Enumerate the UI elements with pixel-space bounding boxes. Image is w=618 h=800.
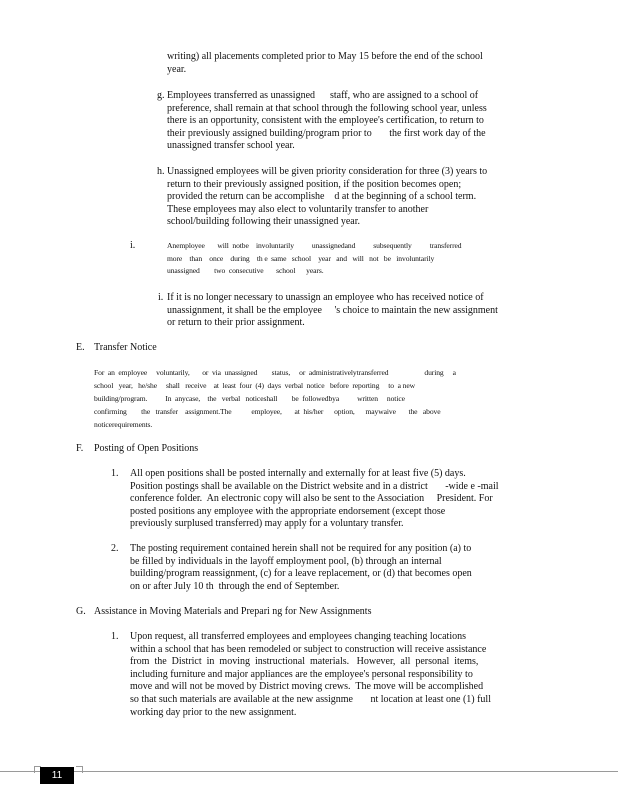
item-g-label: g. bbox=[157, 90, 165, 101]
text-line: school year, he/she shall receive at least four (4) days verbal notice before reporting to a new bbox=[94, 381, 415, 390]
text-line: on or after July 10 th through the end of September. bbox=[130, 580, 340, 592]
text-line: previously surplused transferred) may apply for a voluntary transfer. bbox=[130, 518, 404, 530]
text-line: All open positions shall be posted internally and externally for at least five (5) days. bbox=[130, 468, 466, 479]
text-line: Employees transferred as unassigned staff, who are assigned to a school of bbox=[167, 90, 479, 101]
text-line: unassigned two consecutive school years. bbox=[167, 266, 324, 276]
section-f-item-1-num: 1. bbox=[111, 468, 119, 479]
text-line: or return to their prior assignment. bbox=[167, 317, 305, 329]
text-line: Anemployee will notbe involuntarily unassignedand subsequently transferred bbox=[167, 241, 462, 250]
text-line: be filled by individuals in the layoff employment pool, (b) through an internal bbox=[130, 555, 442, 567]
text-line: These employees may also elect to voluntarily transfer to another bbox=[167, 203, 429, 215]
section-g-item-1-paragraph bbox=[130, 631, 590, 719]
footer-rule bbox=[0, 771, 618, 772]
text-line: from the District in moving instructional materials. However, all personal items, bbox=[130, 656, 479, 668]
text-line: including furniture and major appliances are the employee's personal responsibility to bbox=[130, 668, 473, 680]
section-e-title: Transfer Notice bbox=[94, 342, 157, 353]
text-line: Position postings shall be available on the District website and in a district -wide e -mail bbox=[130, 480, 499, 492]
section-g-title: Assistance in Moving Materials and Prepari ng for New Assignments bbox=[94, 606, 372, 617]
text-line: return to their previously assigned position, if the position becomes open; bbox=[167, 178, 462, 190]
section-g-item-1-num: 1. bbox=[111, 631, 119, 642]
text-line: If it is no longer necessary to unassign an employee who has received notice of bbox=[167, 292, 484, 303]
text-line: so that such materials are available at the new assignme nt location at least one (1) full bbox=[130, 693, 491, 705]
text-line: confirming the transfer assignment.The employee, at his/her option, maywaive the above bbox=[94, 407, 441, 416]
item-g-paragraph bbox=[167, 90, 587, 153]
page-number: 11 bbox=[40, 767, 74, 784]
section-e-letter: E. bbox=[76, 342, 85, 353]
text-line: Upon request, all transferred employees and employees changing teaching locations bbox=[130, 631, 466, 642]
text-line: there is an opportunity, consistent with the employee's certification, to return to bbox=[167, 115, 484, 127]
text-line: preference, shall remain at that school through the following school year, unless bbox=[167, 102, 487, 114]
text-line: their previously assigned building/program prior to the first work day of the bbox=[167, 127, 486, 139]
text-line: school/building following their unassigned year. bbox=[167, 216, 361, 228]
text-line: Unassigned employees will be given priority consideration for three (3) years to bbox=[167, 166, 488, 177]
text-line: working day prior to the new assignment. bbox=[130, 706, 297, 718]
text-line: posted positions any employee with the appropriate endorsement (except those bbox=[130, 505, 446, 517]
section-f-item-1-paragraph bbox=[130, 468, 590, 531]
text-line: building/program reassignment, (c) for a leave replacement, or (d) that becomes open bbox=[130, 568, 472, 580]
text-line: conference folder. An electronic copy will also be sent to the Association President. For bbox=[130, 493, 493, 505]
text-line: noticerequirements. bbox=[94, 420, 153, 429]
item-j-paragraph bbox=[167, 292, 587, 330]
text-line: more than once during th e same school year and will not be involuntarily bbox=[167, 253, 435, 263]
text-line: unassigned transfer school year. bbox=[167, 140, 295, 152]
section-f-item-2-num: 2. bbox=[111, 543, 119, 554]
section-f-letter: F. bbox=[76, 443, 84, 454]
continued-paragraph bbox=[167, 51, 587, 76]
text-line: unassignment, it shall be the employee 's choice to maintain the new assignment bbox=[167, 304, 498, 316]
section-f-title: Posting of Open Positions bbox=[94, 443, 199, 454]
text-line: provided the return can be accomplishe d at the beginning of a school term. bbox=[167, 191, 477, 203]
section-e-paragraph bbox=[94, 366, 550, 431]
text-line: For an employee voluntarily, or via unassigned status, or administrativelytransferred during a bbox=[94, 368, 456, 377]
item-i-label: i. bbox=[130, 240, 136, 251]
item-i-paragraph bbox=[167, 240, 557, 278]
text-line: The posting requirement contained herein shall not be required for any position (a) to bbox=[130, 543, 472, 554]
text-line: year. bbox=[167, 63, 187, 75]
text-line: move and will not be moved by District moving crews. The move will be accomplished bbox=[130, 681, 484, 693]
footer-tab-right bbox=[76, 766, 83, 773]
item-h-label: h. bbox=[157, 166, 165, 177]
text-line: building/program. In anycase, the verbal noticeshall be followedbya written notice bbox=[94, 394, 405, 403]
item-j-label: i. bbox=[158, 292, 164, 303]
section-f-item-2-paragraph bbox=[130, 543, 590, 593]
section-g-letter: G. bbox=[76, 606, 86, 617]
text-line: within a school that has been remodeled or subject to construction will receive assistance bbox=[130, 643, 487, 655]
item-h-paragraph bbox=[167, 166, 587, 229]
text-line: writing) all placements completed prior to May 15 before the end of the school bbox=[167, 51, 483, 62]
